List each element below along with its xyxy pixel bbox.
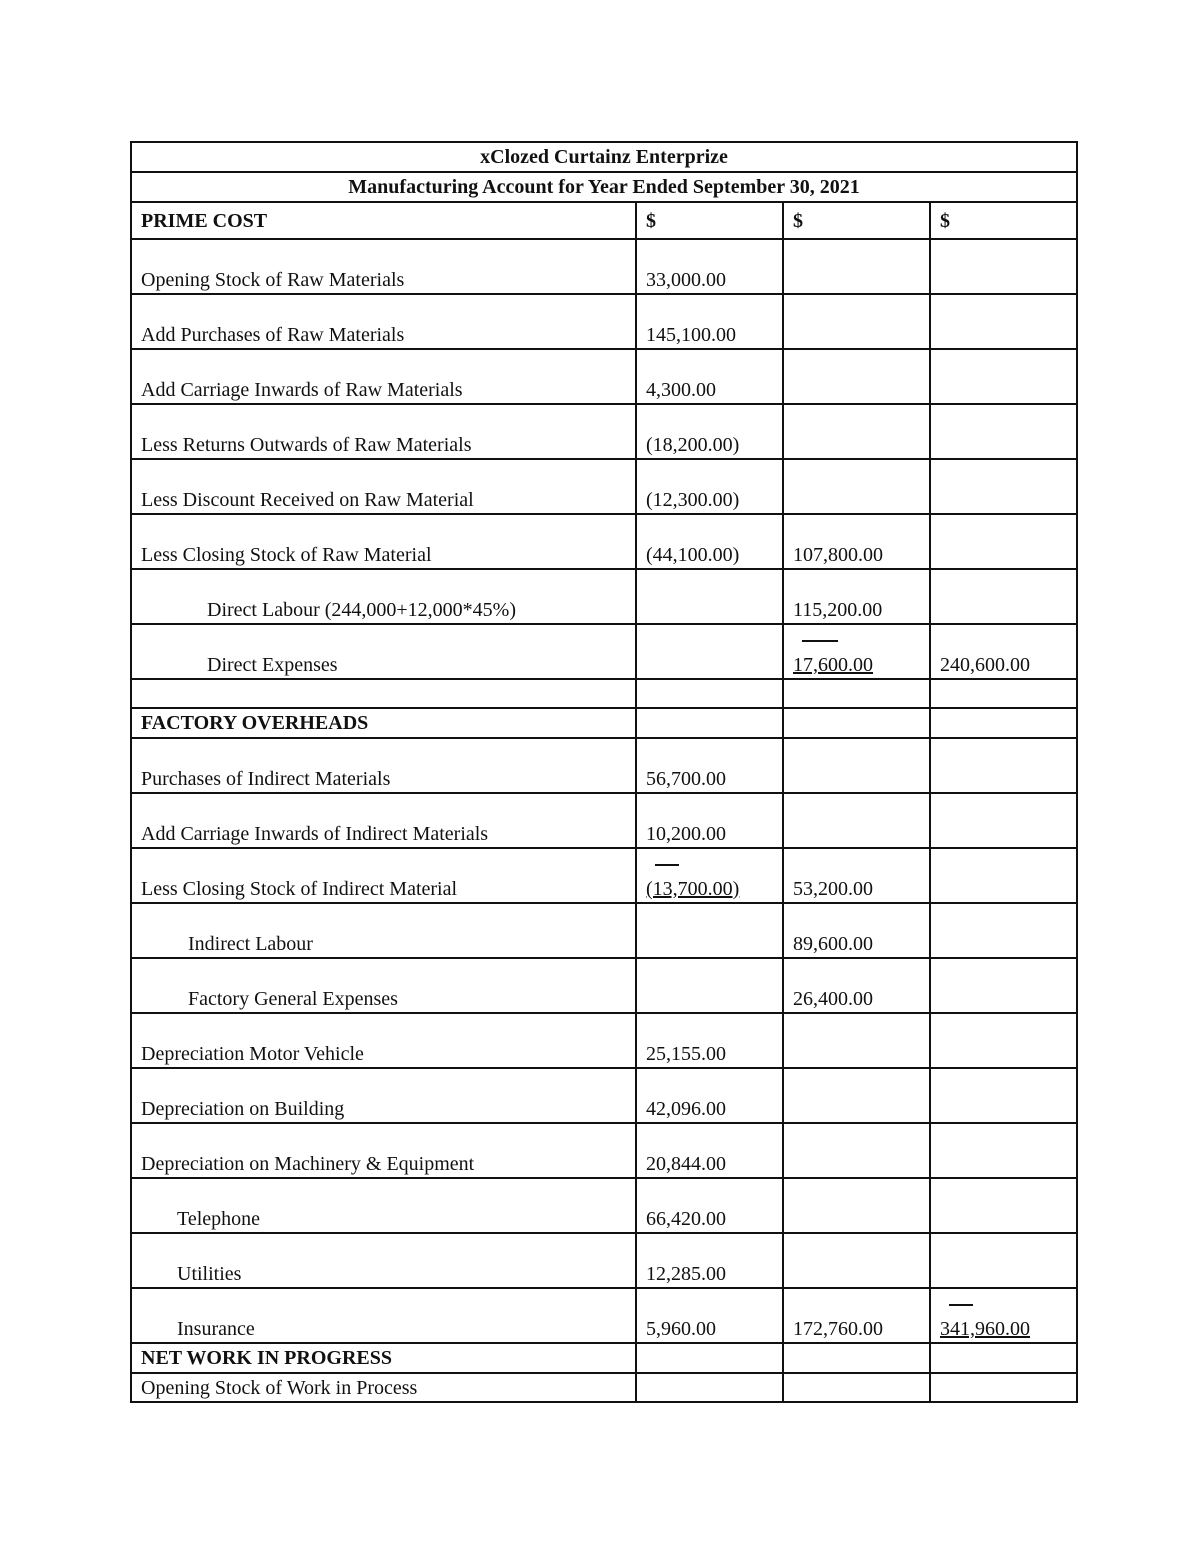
amount-cell bbox=[930, 1288, 1077, 1343]
amount-cell bbox=[930, 514, 1077, 569]
amount-cell bbox=[930, 1123, 1077, 1178]
amount-cell: (44,100.00) bbox=[636, 514, 783, 569]
amount-cell: 240,600.00 bbox=[930, 624, 1077, 679]
row-label: Utilities bbox=[131, 1233, 636, 1288]
amount-cell: 42,096.00 bbox=[636, 1068, 783, 1123]
amount-cell bbox=[636, 848, 783, 903]
net-work-in-progress-heading: NET WORK IN PROGRESS bbox=[131, 1343, 636, 1373]
amount-cell bbox=[930, 1233, 1077, 1288]
amount-cell bbox=[930, 738, 1077, 793]
table-row bbox=[131, 1178, 1077, 1233]
amount-cell bbox=[783, 738, 930, 793]
amount-cell bbox=[783, 349, 930, 404]
amount-cell: 172,760.00 bbox=[783, 1288, 930, 1343]
row-label: Add Purchases of Raw Materials bbox=[131, 294, 636, 349]
amount-cell: 20,844.00 bbox=[636, 1123, 783, 1178]
amount-cell bbox=[930, 1013, 1077, 1068]
table-row bbox=[131, 1068, 1077, 1123]
amount-cell: 107,800.00 bbox=[783, 514, 930, 569]
table-row bbox=[131, 1233, 1077, 1288]
table-row bbox=[131, 294, 1077, 349]
amount-cell bbox=[783, 404, 930, 459]
amount-cell bbox=[930, 349, 1077, 404]
table-row bbox=[131, 1373, 1077, 1402]
table-row bbox=[131, 903, 1077, 958]
amount-cell bbox=[930, 294, 1077, 349]
row-label: Less Discount Received on Raw Material bbox=[131, 459, 636, 514]
amount-cell bbox=[783, 624, 930, 679]
amount-cell: 33,000.00 bbox=[636, 239, 783, 294]
amount-cell bbox=[636, 569, 783, 624]
amount-cell bbox=[930, 848, 1077, 903]
table-row bbox=[131, 1123, 1077, 1178]
amount-cell: 66,420.00 bbox=[636, 1178, 783, 1233]
row-label: Less Closing Stock of Indirect Material bbox=[131, 848, 636, 903]
table-row bbox=[131, 1288, 1077, 1343]
factory-overheads-header-row bbox=[131, 708, 1077, 738]
table-row bbox=[131, 404, 1077, 459]
row-label: Insurance bbox=[131, 1288, 636, 1343]
amount-cell bbox=[783, 1123, 930, 1178]
amount-cell: 89,600.00 bbox=[783, 903, 930, 958]
currency-header: $ bbox=[636, 202, 783, 239]
amount-cell bbox=[783, 793, 930, 848]
amount-cell bbox=[930, 1178, 1077, 1233]
amount-cell bbox=[783, 1013, 930, 1068]
row-label: Telephone bbox=[131, 1178, 636, 1233]
amount-cell bbox=[783, 1373, 930, 1402]
net-work-in-progress-header-row bbox=[131, 1343, 1077, 1373]
row-label: Opening Stock of Raw Materials bbox=[131, 239, 636, 294]
amount-cell bbox=[783, 1233, 930, 1288]
row-label: Add Carriage Inwards of Raw Materials bbox=[131, 349, 636, 404]
row-label: Add Carriage Inwards of Indirect Materials bbox=[131, 793, 636, 848]
total-amount: 341,960.00 bbox=[940, 1318, 1030, 1340]
row-label: Direct Labour (244,000+12,000*45%) bbox=[131, 569, 636, 624]
row-label: Depreciation on Machinery & Equipment bbox=[131, 1123, 636, 1178]
amount-cell bbox=[930, 1373, 1077, 1402]
table-row bbox=[131, 848, 1077, 903]
amount-cell: (12,300.00) bbox=[636, 459, 783, 514]
table-row bbox=[131, 514, 1077, 569]
row-label: Less Returns Outwards of Raw Materials bbox=[131, 404, 636, 459]
table-row bbox=[131, 239, 1077, 294]
row-label: Less Closing Stock of Raw Material bbox=[131, 514, 636, 569]
amount-cell bbox=[636, 903, 783, 958]
row-label: Direct Expenses bbox=[131, 624, 636, 679]
statement-title: Manufacturing Account for Year Ended September 30, 2021 bbox=[131, 172, 1077, 202]
amount-cell: 10,200.00 bbox=[636, 793, 783, 848]
amount-cell bbox=[930, 239, 1077, 294]
table-row bbox=[131, 624, 1077, 679]
factory-overheads-heading: FACTORY OVERHEADS bbox=[131, 708, 636, 738]
amount-cell bbox=[930, 569, 1077, 624]
amount-cell: 12,285.00 bbox=[636, 1233, 783, 1288]
subtotal-amount: 17,600.00 bbox=[793, 654, 873, 676]
account-table bbox=[130, 141, 1078, 1403]
prime-cost-header-row bbox=[131, 202, 1077, 239]
amount-cell: 5,960.00 bbox=[636, 1288, 783, 1343]
currency-header: $ bbox=[930, 202, 1077, 239]
row-label: Factory General Expenses bbox=[131, 958, 636, 1013]
table-row bbox=[131, 958, 1077, 1013]
amount-cell: 115,200.00 bbox=[783, 569, 930, 624]
amount-cell bbox=[930, 903, 1077, 958]
amount-cell bbox=[636, 1373, 783, 1402]
table-row bbox=[131, 569, 1077, 624]
amount-cell: 25,155.00 bbox=[636, 1013, 783, 1068]
row-label: Depreciation on Building bbox=[131, 1068, 636, 1123]
statement-title-row bbox=[131, 172, 1077, 202]
amount-cell bbox=[783, 294, 930, 349]
company-name: xClozed Curtainz Enterprize bbox=[131, 142, 1077, 172]
table-row bbox=[131, 1013, 1077, 1068]
amount-cell bbox=[636, 624, 783, 679]
prime-cost-heading: PRIME COST bbox=[131, 202, 636, 239]
amount-cell: 26,400.00 bbox=[783, 958, 930, 1013]
row-label: Opening Stock of Work in Process bbox=[131, 1373, 636, 1402]
amount-cell bbox=[930, 404, 1077, 459]
table-row bbox=[131, 459, 1077, 514]
row-label: Indirect Labour bbox=[131, 903, 636, 958]
currency-header: $ bbox=[783, 202, 930, 239]
row-label: Depreciation Motor Vehicle bbox=[131, 1013, 636, 1068]
amount-cell bbox=[783, 239, 930, 294]
amount-cell bbox=[636, 958, 783, 1013]
amount-cell: 4,300.00 bbox=[636, 349, 783, 404]
amount-cell bbox=[783, 1178, 930, 1233]
amount-cell bbox=[930, 793, 1077, 848]
amount-cell bbox=[930, 1068, 1077, 1123]
row-label: Purchases of Indirect Materials bbox=[131, 738, 636, 793]
amount-cell: 145,100.00 bbox=[636, 294, 783, 349]
amount-cell bbox=[930, 958, 1077, 1013]
amount-cell: 53,200.00 bbox=[783, 848, 930, 903]
amount-cell bbox=[930, 459, 1077, 514]
table-row bbox=[131, 738, 1077, 793]
subtotal-amount: (13,700.00) bbox=[646, 878, 740, 900]
amount-cell: (18,200.00) bbox=[636, 404, 783, 459]
manufacturing-account bbox=[130, 141, 1077, 1403]
amount-cell bbox=[783, 1068, 930, 1123]
amount-cell: 56,700.00 bbox=[636, 738, 783, 793]
blank-row bbox=[131, 679, 1077, 708]
table-row bbox=[131, 793, 1077, 848]
amount-cell bbox=[783, 459, 930, 514]
table-row bbox=[131, 349, 1077, 404]
company-row bbox=[131, 142, 1077, 172]
